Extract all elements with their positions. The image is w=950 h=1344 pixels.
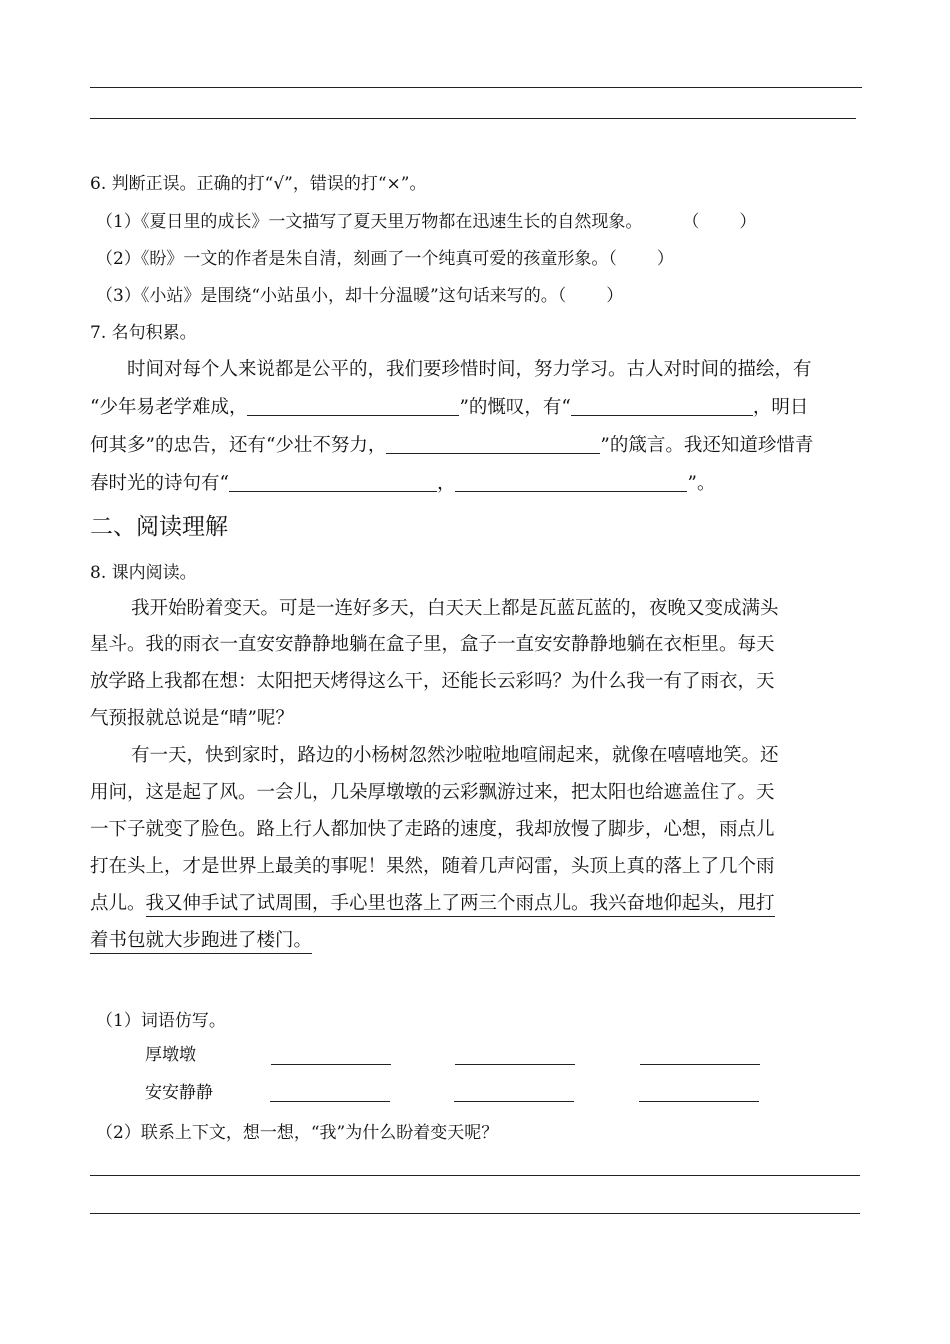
q7-line-4: 春时光的诗句有“ ， ”。 — [90, 473, 716, 494]
answer-blank-1-1[interactable] — [271, 1064, 391, 1065]
answer-line-bottom-1[interactable] — [90, 1175, 860, 1176]
answer-blank-1-2[interactable] — [455, 1064, 575, 1065]
answer-blank-2-1[interactable] — [270, 1101, 390, 1102]
q6-item-2: （2）《盼》一文的作者是朱自清，刻画了一个纯真可爱的孩童形象。（ ） — [96, 249, 674, 269]
answer-blank-2-3[interactable] — [639, 1101, 759, 1102]
passage-p2-line-4: 打在头上，才是世界上最美的事呢！果然，随着几声闷雷，头顶上真的落上了几个雨 — [90, 856, 775, 877]
section-2-heading: 二、阅读理解 — [90, 514, 228, 540]
passage-p2-line-5: 点儿。我又伸手试了试周围，手心里也落上了两三个雨点儿。我兴奋地仰起头，甩打 — [90, 892, 775, 916]
q6-item-1: （1）《夏日里的成长》一文描写了夏天里万物都在迅速生长的自然现象。 （ ） — [96, 212, 757, 232]
passage-p2-line-6 — [90, 929, 312, 953]
underlined-sentence-part-2: 着书包就大步跑进了楼门。 — [90, 930, 312, 954]
answer-line-top-2 — [90, 118, 856, 119]
underlined-sentence-part-1: 我又伸手试了试周围，手心里也落上了两三个雨点儿。我兴奋地仰起头，甩打 — [146, 893, 775, 917]
answer-line-bottom-2[interactable] — [90, 1213, 860, 1214]
fill-blank-1[interactable] — [247, 397, 459, 416]
q7-title: 7. 名句积累。 — [90, 323, 197, 343]
q7-line-3: 何其多”的忠告，还有“少壮不努力， ”的箴言。我还知道珍惜青 — [90, 435, 814, 456]
passage-p1-line-3: 放学路上我都在想：太阳把天烤得这么干，还能长云彩吗？为什么我一有了雨衣，天 — [90, 671, 775, 692]
passage-p2-line-2: 用问，这是起了风。一会儿，几朵厚墩墩的云彩飘游过来，把太阳也给遮盖住了。天 — [90, 782, 775, 803]
q8-sub2-title: （2）联系上下文，想一想，“我”为什么盼着变天呢？ — [96, 1123, 499, 1143]
passage-p1-line-2: 星斗。我的雨衣一直安安静静地躺在盒子里，盒子一直安安静静地躺在衣柜里。每天 — [90, 634, 775, 655]
word-example-2: 安安静静 — [145, 1083, 213, 1103]
passage-p1-line-4: 气预报就总说是“晴”呢？ — [90, 708, 294, 729]
fill-blank-5[interactable] — [455, 473, 687, 492]
q7-line-1: 时间对每个人来说都是公平的，我们要珍惜时间，努力学习。古人对时间的描绘，有 — [127, 359, 812, 380]
answer-line-top-1 — [90, 87, 862, 88]
passage-p1-line-1: 我开始盼着变天。可是一连好多天，白天天上都是瓦蓝瓦蓝的，夜晚又变成满头 — [131, 598, 779, 619]
answer-blank-1-3[interactable] — [640, 1064, 760, 1065]
fill-blank-3[interactable] — [386, 435, 600, 454]
passage-p2-line-1: 有一天，快到家时，路边的小杨树忽然沙啦啦地喧闹起来，就像在嘻嘻地笑。还 — [131, 745, 779, 766]
word-example-1: 厚墩墩 — [145, 1045, 196, 1065]
fill-blank-2[interactable] — [571, 397, 753, 416]
q6-title: 6. 判断正误。正确的打“√”，错误的打“×”。 — [90, 174, 427, 194]
q8-sub1-title: （1）词语仿写。 — [96, 1011, 226, 1031]
fill-blank-4[interactable] — [229, 473, 437, 492]
q7-line-2: “少年易老学难成， ”的慨叹，有“ ，明日 — [90, 397, 809, 418]
answer-blank-2-2[interactable] — [454, 1101, 574, 1102]
passage-p2-line-3: 一下子就变了脸色。路上行人都加快了走路的速度，我却放慢了脚步，心想，雨点儿 — [90, 819, 775, 840]
q8-title: 8. 课内阅读。 — [90, 563, 197, 583]
q6-item-3: （3）《小站》是围绕“小站虽小，却十分温暖”这句话来写的。（ ） — [96, 286, 624, 306]
